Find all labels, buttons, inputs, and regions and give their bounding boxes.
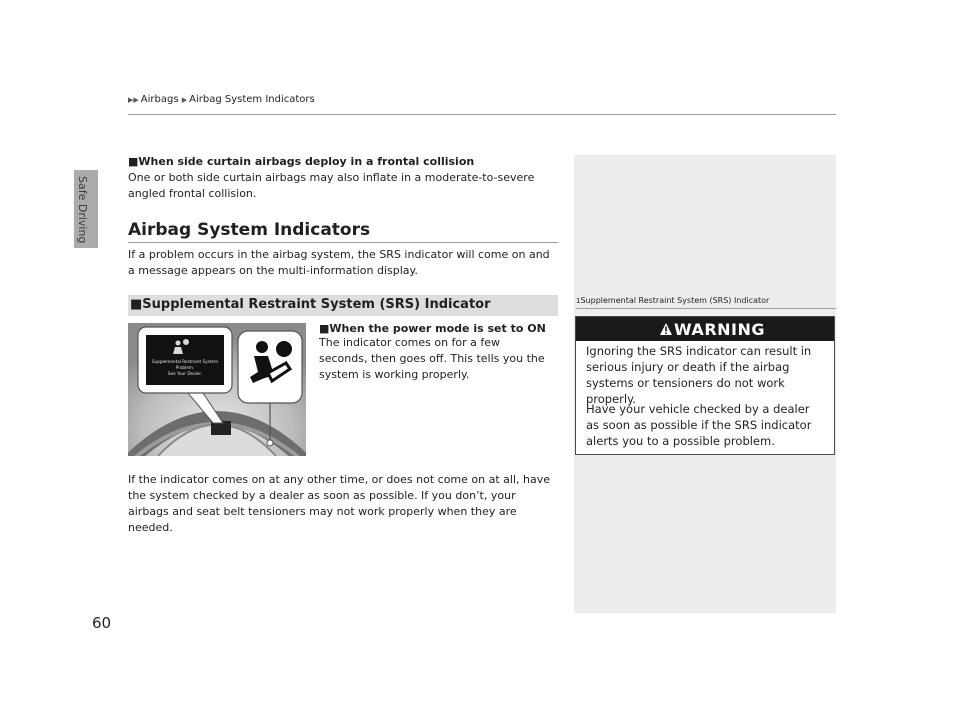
- breadcrumb-item-indicators[interactable]: Airbag System Indicators: [189, 94, 315, 105]
- title-rule: [128, 242, 558, 243]
- paragraph-power-on: The indicator comes on for a few seconds, then goes off. This tells you the system is working properly.: [319, 336, 545, 381]
- note-reference-icon: 1: [576, 297, 581, 305]
- side-tab-label: Safe Driving: [76, 176, 89, 244]
- subheading-power-on: ■When the power mode is set to ON: [319, 322, 546, 335]
- page-title: Airbag System Indicators: [128, 220, 371, 240]
- note-title: [576, 296, 769, 305]
- display-line-1: Supplemental Restraint System: [151, 359, 219, 364]
- warning-box: [575, 316, 835, 455]
- warning-label: WARNING: [674, 320, 765, 339]
- header-rule: [128, 114, 836, 115]
- warning-paragraph-2: Have your vehicle checked by a dealer as soon as possible if the SRS indicator alerts you to a possible problem.: [586, 402, 812, 448]
- warning-paragraph-1: Ignoring the SRS indicator can result in serious injury or death if the airbag systems or tensioners do not work properly.: [586, 344, 812, 406]
- srs-indicator-illustration: [128, 323, 306, 456]
- breadcrumb: [128, 94, 315, 105]
- paragraph-other-time: If the indicator comes on at any other time, or does not come on at all, have the system checked by a dealer as soon as possible. If you don’t, your airbags and seat belt tensioners may not work properly when they are needed.: [128, 473, 550, 534]
- note-title-text: Supplemental Restraint System (SRS) Indicator: [580, 296, 770, 305]
- warning-header: [576, 317, 834, 341]
- breadcrumb-arrow-icon: ▶▶: [128, 96, 139, 104]
- side-tab: [0, 0, 98, 722]
- subheading-side-curtain: ■When side curtain airbags deploy in a frontal collision: [128, 155, 475, 168]
- breadcrumb-arrow-icon: ▶: [181, 96, 188, 104]
- breadcrumb-item-airbags[interactable]: Airbags: [140, 94, 179, 105]
- page-number: 60: [92, 614, 112, 632]
- section-header: [128, 295, 558, 316]
- display-line-2: Problem.: [175, 365, 195, 370]
- paragraph-side-curtain: One or both side curtain airbags may also inflate in a moderate-to-severe angled frontal collision.: [128, 171, 535, 200]
- paragraph-intro: If a problem occurs in the airbag system, the SRS indicator will come on and a message appears on the multi-information display.: [128, 248, 550, 277]
- note-rule: [576, 308, 836, 309]
- warning-icon: [660, 323, 672, 335]
- display-line-3: See Your Dealer.: [167, 371, 203, 376]
- section-title: ■Supplemental Restraint System (SRS) Indicator: [130, 297, 491, 312]
